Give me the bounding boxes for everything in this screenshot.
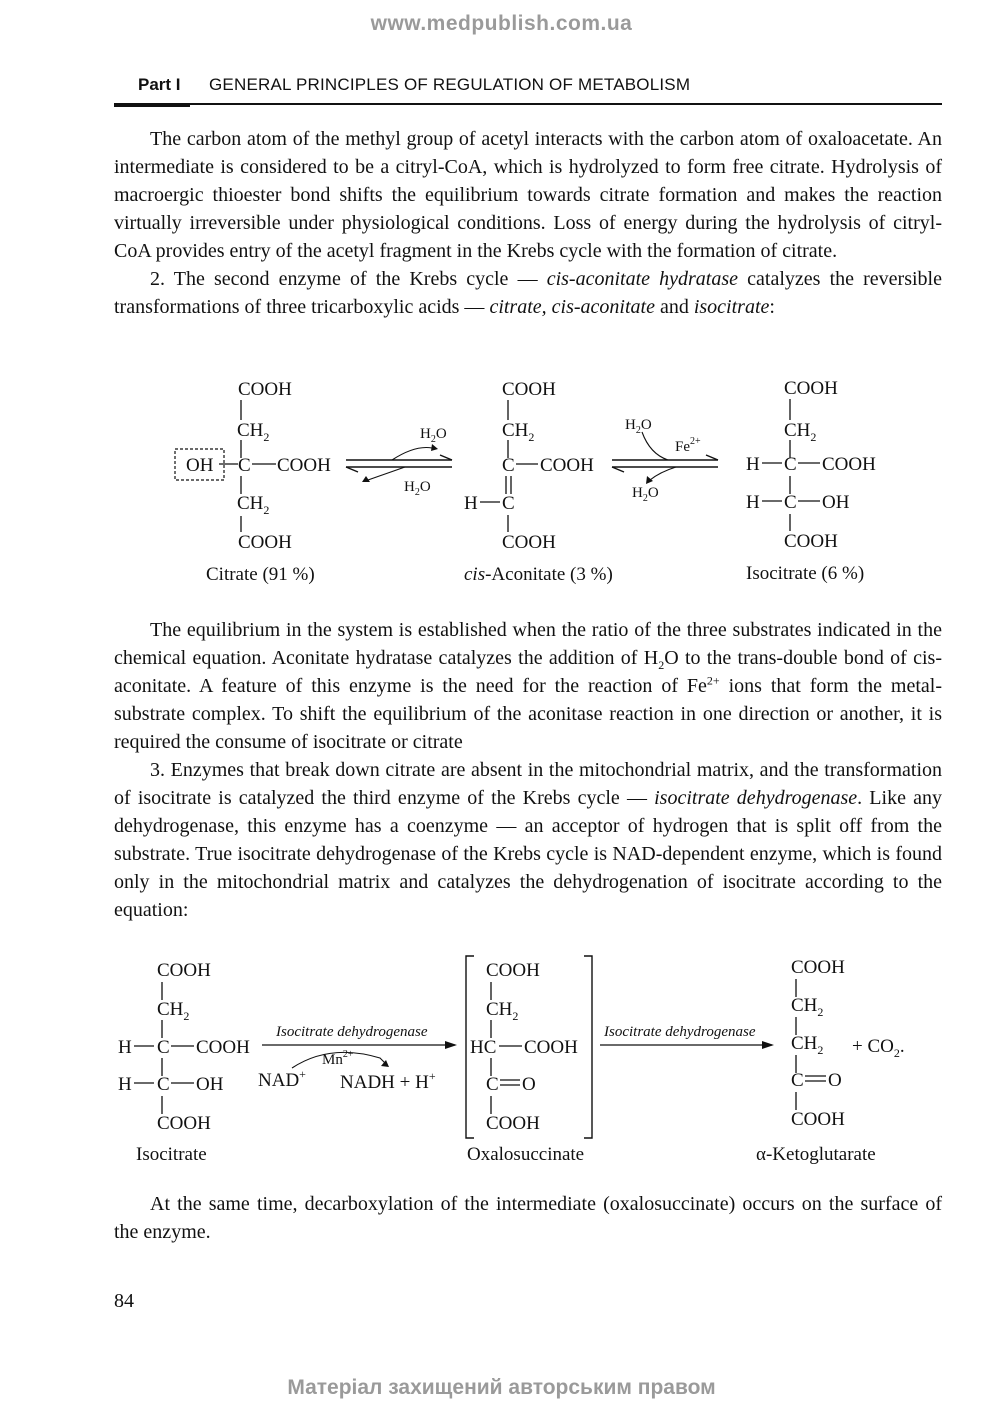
nadh-label: NADH + H+ bbox=[340, 1069, 436, 1093]
oxalosuccinate-caption: Oxalosuccinate bbox=[467, 1144, 585, 1165]
text-run: ions that form the metal-substrate complex. To shift the equilibrium of the aconitase reaction in one direction or another, it is required the consume of isocitrate or citrate bbox=[114, 675, 942, 753]
central-carbon: C bbox=[238, 455, 251, 476]
enzyme-label: Isocitrate dehydrogenase bbox=[276, 1024, 428, 1040]
right-bracket bbox=[584, 956, 592, 1138]
manganese-cofactor-label: $Mn^{2+}$ bbox=[322, 1049, 354, 1068]
cooh-group: COOH bbox=[196, 1037, 250, 1058]
cooh-group: COOH bbox=[784, 378, 838, 399]
enzyme-name: isocitrate dehydrogenase bbox=[654, 787, 858, 809]
isocitrate-structure bbox=[118, 960, 250, 1134]
isocitrate-caption: Isocitrate bbox=[136, 1144, 207, 1165]
equilibrium-arrow-2 bbox=[612, 417, 718, 504]
cooh-group: COOH bbox=[502, 532, 556, 553]
ch2-group: $CH_2$ bbox=[502, 420, 535, 444]
text-run: . Like any dehydrogenase, this enzyme has a coenzyme — an acceptor of hydrogen that is split off from the substrate. True isocitrate dehydrogenase of the Krebs cycle is NAD-dependent enzyme, which is found only in the mitochondrial matrix and catalyzes the dehydrogenation of isocitrate according to the equation: bbox=[114, 787, 942, 921]
ketoglutarate-caption: α-Ketoglutarate bbox=[756, 1144, 876, 1165]
cooh-group: COOH bbox=[822, 454, 876, 475]
hydrogen: H bbox=[464, 493, 478, 514]
hydrogen: H bbox=[746, 492, 760, 513]
chapter-title: GENERAL PRINCIPLES OF REGULATION OF METABOLISM bbox=[209, 75, 691, 94]
hc-group: HC bbox=[470, 1037, 497, 1058]
hydrogen: H bbox=[746, 454, 760, 475]
ch2-group: $CH_2$ bbox=[237, 420, 270, 444]
paragraph-decarboxylation: At the same time, decarboxylation of the intermediate (oxalosuccinate) occurs on the surface of the enzyme. bbox=[114, 1193, 942, 1243]
water-label: $H_2O$ bbox=[625, 417, 652, 436]
water-label: $H_2O$ bbox=[420, 426, 447, 445]
paragraph-isocitrate-dehydrogenase bbox=[114, 756, 942, 924]
cooh-group: COOH bbox=[157, 1113, 211, 1134]
superscript: 2+ bbox=[706, 673, 720, 688]
text-run: 2. The second enzyme of the Krebs cycle — bbox=[150, 268, 547, 290]
watermark-bottom: Матеріал захищений авторським правом bbox=[287, 1376, 716, 1399]
ch2-group: $CH_2$ bbox=[237, 493, 270, 517]
aconitase-reaction-scheme bbox=[0, 370, 1003, 590]
cooh-group: COOH bbox=[784, 531, 838, 552]
text-run: O to the trans-double bond of cis-aconitate. A feature of this enzyme is the need for the reaction of Fe bbox=[114, 647, 942, 697]
oh-group: OH bbox=[186, 455, 214, 476]
decarboxylation-arrow bbox=[600, 1024, 774, 1049]
ch2-group: $CH_2$ bbox=[784, 420, 817, 444]
dehydrogenation-arrow bbox=[258, 1024, 457, 1093]
nad-label: NAD+ bbox=[258, 1067, 306, 1091]
citrate-structure bbox=[175, 379, 331, 553]
cooh-group: COOH bbox=[791, 1109, 845, 1130]
acid-names: citrate, cis-aconitate bbox=[489, 296, 655, 318]
citrate-caption: Citrate (91 %) bbox=[206, 564, 315, 585]
cooh-group: COOH bbox=[540, 455, 594, 476]
water-label: $H_2O$ bbox=[632, 485, 659, 504]
paragraph-equilibrium bbox=[114, 616, 942, 756]
carbon: C bbox=[157, 1074, 170, 1095]
cooh-group: COOH bbox=[486, 1113, 540, 1134]
cooh-group: COOH bbox=[238, 379, 292, 400]
subscript: 2 bbox=[658, 658, 665, 672]
cooh-group: COOH bbox=[157, 960, 211, 981]
text-run: catalyzes the reversible transformations of three tricarboxylic acids — bbox=[114, 268, 942, 318]
carbon: C bbox=[784, 492, 797, 513]
acid-name: isocitrate bbox=[693, 296, 770, 318]
carbon: C bbox=[486, 1074, 499, 1095]
text-run: 3. Enzymes that break down citrate are absent in the mitochondrial matrix, and the transformation of isocitrate is catalyzed the third enzyme of the Krebs cycle — bbox=[114, 759, 942, 809]
text-run: The equilibrium in the system is established when the ratio of the three substrates indicated in the chemical equation. Aconitate hydratase catalyzes the addition of H bbox=[114, 619, 942, 669]
water-label: $H_2O$ bbox=[404, 479, 431, 498]
ch2-group: $CH_2$ bbox=[791, 1033, 824, 1057]
text-block-2 bbox=[114, 616, 942, 924]
isocitrate-caption: Isocitrate (6 %) bbox=[746, 563, 865, 584]
cooh-group: COOH bbox=[277, 455, 331, 476]
cis-aconitate-structure bbox=[464, 379, 594, 553]
enzyme-name: cis-aconitate hydratase bbox=[546, 268, 739, 290]
ch2-group: $CH_2$ bbox=[157, 999, 190, 1023]
carbon: C bbox=[502, 455, 515, 476]
alpha-ketoglutarate-structure bbox=[791, 957, 905, 1130]
page-number: 84 bbox=[114, 1290, 134, 1312]
carbon: C bbox=[791, 1070, 804, 1091]
hydrogen: H bbox=[118, 1074, 132, 1095]
watermark-top: www.medpublish.com.ua bbox=[370, 12, 633, 35]
running-header bbox=[114, 74, 942, 105]
isocitrate-structure bbox=[746, 378, 876, 552]
hydrogen: H bbox=[118, 1037, 132, 1058]
text-run: : bbox=[769, 296, 775, 318]
part-label: Part I bbox=[138, 75, 181, 94]
cooh-group: COOH bbox=[486, 960, 540, 981]
carbon: C bbox=[157, 1037, 170, 1058]
oxygen: O bbox=[522, 1074, 536, 1095]
oxygen: O bbox=[828, 1070, 842, 1091]
iron-cofactor-label: $Fe^{2+}$ bbox=[675, 436, 701, 455]
cis-aconitate-caption: cis-Aconitate (3 %) bbox=[464, 564, 613, 585]
part-underline bbox=[114, 103, 190, 107]
cooh-group: COOH bbox=[238, 532, 292, 553]
equilibrium-arrow-1 bbox=[346, 426, 452, 498]
carbon: C bbox=[502, 493, 515, 514]
paragraph-aconitase-intro bbox=[114, 265, 942, 321]
enzyme-label: Isocitrate dehydrogenase bbox=[604, 1024, 756, 1040]
oxalosuccinate-structure bbox=[466, 956, 592, 1138]
isocitrate-dehydrogenase-scheme bbox=[0, 948, 1003, 1173]
ch2-group: $CH_2$ bbox=[486, 999, 519, 1023]
carbon: C bbox=[784, 454, 797, 475]
cooh-group: COOH bbox=[791, 957, 845, 978]
cooh-group: COOH bbox=[524, 1037, 578, 1058]
oh-group: OH bbox=[196, 1074, 224, 1095]
paragraph-citrate-formation: The carbon atom of the methyl group of acetyl interacts with the carbon atom of oxaloacetate. An intermediate is considered to be a citryl-CoA, which is hydrolyzed to form free citrate. Hydrolysis of macroergic thioester bond shifts the equilibrium towards citrate formation and makes the reaction virtually irreversible under physiological conditions. Loss of energy during the hydrolysis of citryl-CoA provides entry of the acetyl fragment in the Krebs cycle with the formation of citrate. bbox=[114, 128, 942, 262]
text-run: and bbox=[654, 296, 694, 318]
oh-group: OH bbox=[822, 492, 850, 513]
co2-product: + $CO_2$. bbox=[852, 1036, 905, 1060]
text-block-1 bbox=[114, 125, 942, 321]
ch2-group: $CH_2$ bbox=[791, 995, 824, 1019]
text-block-3 bbox=[114, 1190, 942, 1246]
cooh-group: COOH bbox=[502, 379, 556, 400]
